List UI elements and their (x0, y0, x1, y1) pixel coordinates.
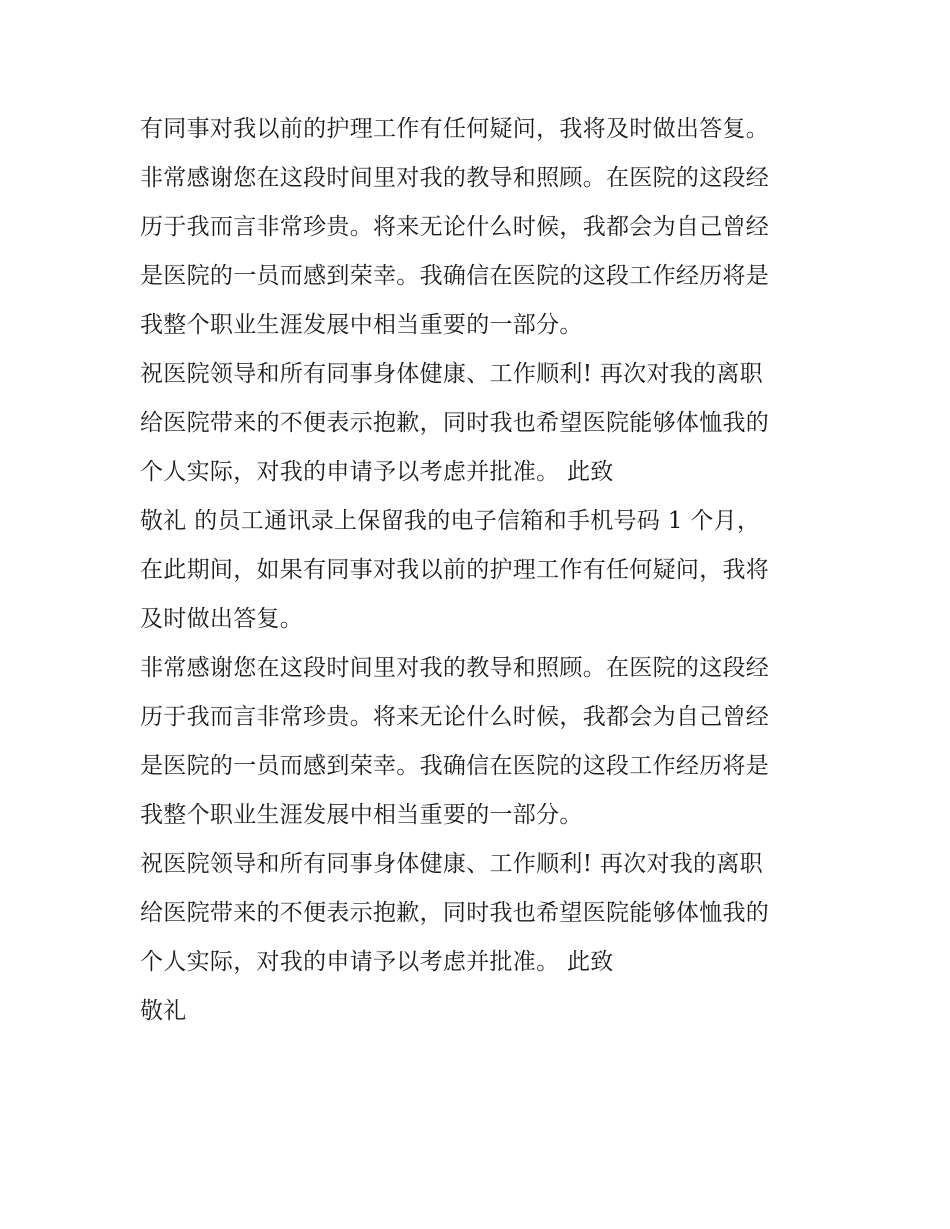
text-line: 是医院的一员而感到荣幸。我确信在医院的这段工作经历将是 (140, 263, 770, 289)
text-line: 我整个职业生涯发展中相当重要的一部分。 (140, 802, 583, 828)
text-line: 非常感谢您在这段时间里对我的教导和照顾。在医院的这段经 (140, 655, 770, 681)
document-body (140, 105, 830, 1036)
text-line: 给医院带来的不便表示抱歉，同时我也希望医院能够体恤我的 (140, 900, 770, 926)
text-line: 敬礼 的员工通讯录上保留我的电子信箱和手机号码 1 个月， (140, 508, 761, 534)
text-line: 历于我而言非常珍贵。将来无论什么时候，我都会为自己曾经 (140, 214, 770, 240)
text-line: 给医院带来的不便表示抱歉，同时我也希望医院能够体恤我的 (140, 410, 770, 436)
text-line: 祝医院领导和所有同事身体健康、工作顺利! 再次对我的离职 (140, 851, 763, 877)
closing-salutation: 敬礼 (140, 998, 187, 1024)
text-line: 有同事对我以前的护理工作有任何疑问，我将及时做出答复。 (140, 116, 770, 142)
text-line: 在此期间，如果有同事对我以前的护理工作有任何疑问，我将 (140, 557, 770, 583)
text-line: 非常感谢您在这段时间里对我的教导和照顾。在医院的这段经 (140, 165, 770, 191)
text-line: 个人实际，对我的申请予以考虑并批准。 此致 (140, 459, 614, 485)
text-line: 个人实际，对我的申请予以考虑并批准。 此致 (140, 949, 614, 975)
text-line: 是医院的一员而感到荣幸。我确信在医院的这段工作经历将是 (140, 753, 770, 779)
text-line: 我整个职业生涯发展中相当重要的一部分。 (140, 312, 583, 338)
text-line: 历于我而言非常珍贵。将来无论什么时候，我都会为自己曾经 (140, 704, 770, 730)
text-line: 及时做出答复。 (140, 606, 304, 632)
text-line: 祝医院领导和所有同事身体健康、工作顺利! 再次对我的离职 (140, 361, 763, 387)
